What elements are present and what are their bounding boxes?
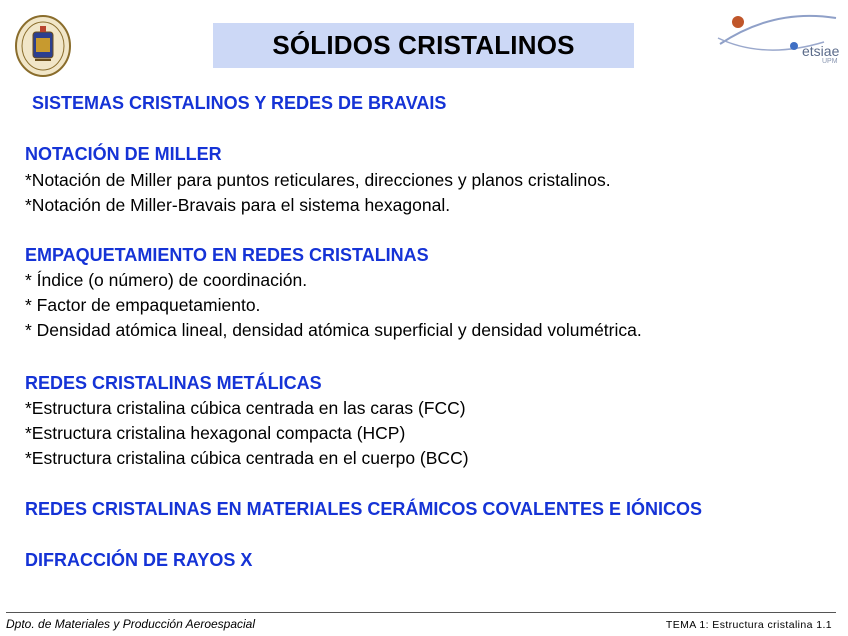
list-item: * Factor de empaquetamiento. (25, 295, 261, 315)
list-item: *Notación de Miller para puntos reticulares, direcciones y planos cristalinos. (25, 170, 611, 190)
list-item: * Índice (o número) de coordinación. (25, 270, 308, 290)
section-heading: REDES CRISTALINAS EN MATERIALES CERÁMICOS COVALENTES E IÓNICOS (25, 499, 703, 519)
footer-slide-ref: TEMA 1: Estructura cristalina 1.1 (665, 619, 832, 631)
section-heading: SISTEMAS CRISTALINOS Y REDES DE BRAVAIS (32, 93, 447, 113)
list-item: *Estructura cristalina cúbica centrada en el cuerpo (BCC) (25, 448, 469, 468)
section-heading: DIFRACCIÓN DE RAYOS X (25, 550, 253, 570)
page-title: SÓLIDOS CRISTALINOS (272, 30, 575, 60)
footer-divider (6, 612, 836, 613)
list-item: * Densidad atómica lineal, densidad atómica superficial y densidad volumétrica. (25, 320, 642, 340)
etsiae-wordmark: etsiae (802, 43, 840, 59)
footer-department: Dpto. de Materiales y Producción Aeroespacial (6, 617, 256, 631)
etsiae-subtext: UPM (822, 58, 838, 65)
list-item: *Estructura cristalina hexagonal compacta (HCP) (25, 423, 406, 443)
etsiae-logo (714, 8, 842, 70)
section-heading: NOTACIÓN DE MILLER (25, 144, 222, 164)
list-item: *Notación de Miller-Bravais para el sistema hexagonal. (25, 195, 451, 215)
title-banner (213, 23, 634, 68)
section-heading: REDES CRISTALINAS METÁLICAS (25, 373, 322, 393)
university-seal-logo (13, 14, 73, 78)
list-item: *Estructura cristalina cúbica centrada en las caras (FCC) (25, 398, 466, 418)
section-heading: EMPAQUETAMIENTO EN REDES CRISTALINAS (25, 245, 429, 265)
